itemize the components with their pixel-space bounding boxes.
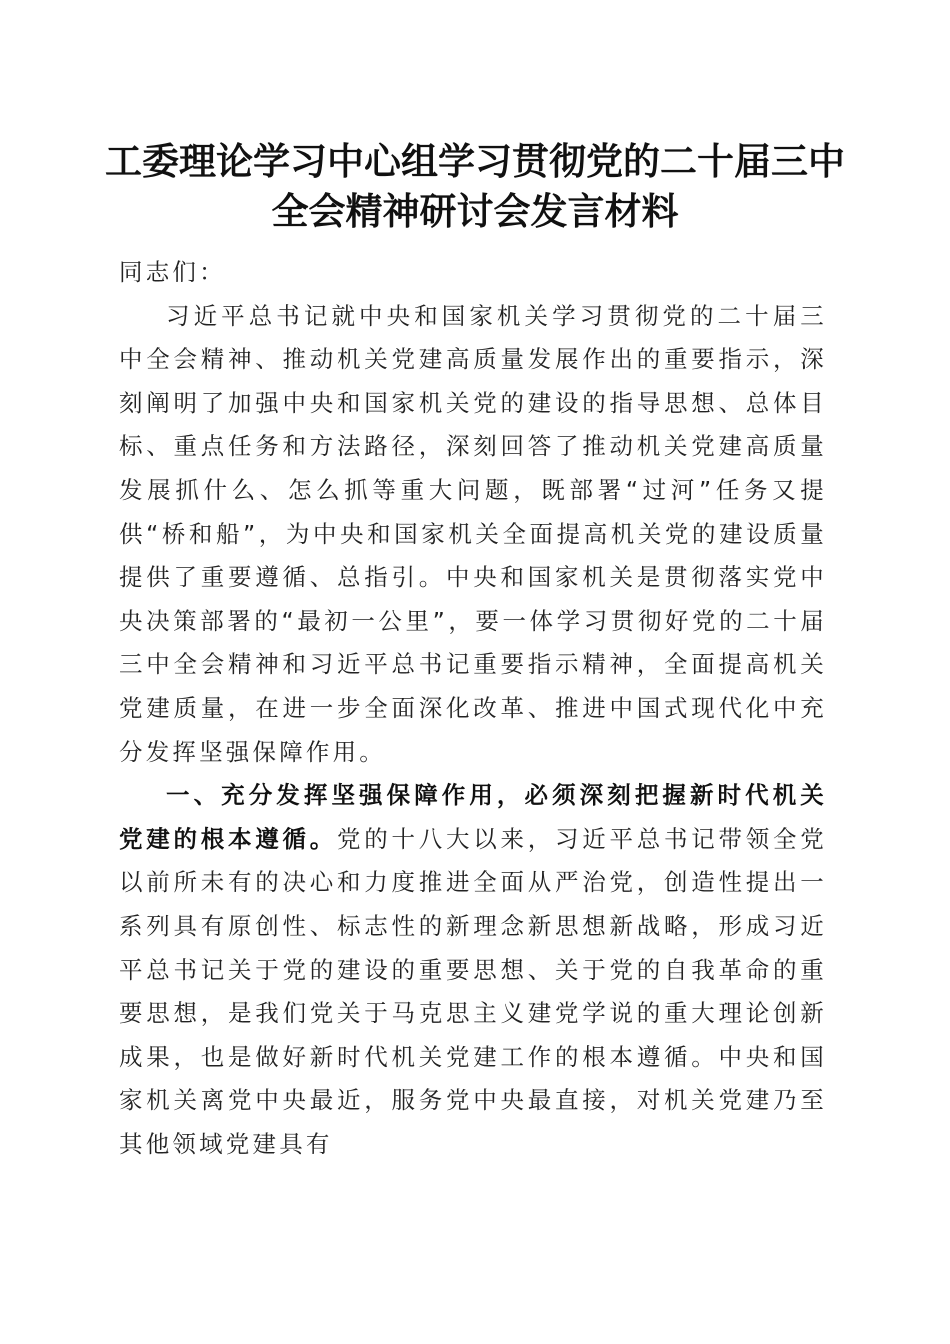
title-line-2: 全会精神研讨会发言材料: [271, 189, 679, 233]
document-body: [119, 251, 827, 1166]
section-1-heading: 一、充分发挥坚强保障作用，必须深刻把握新时代机关党建的根本遵循。: [119, 781, 827, 853]
title-line-1: 工委理论学习中心组学习贯彻党的二十届三中: [105, 139, 845, 183]
salutation: 同志们：: [119, 258, 226, 286]
section-1-paragraph: [119, 774, 827, 1166]
section-1-body: 党的十八大以来，习近平总书记带领全党以前所未有的决心和力度推进全面从严治党，创造性提出一系列具有原创性、标志性的新理念新思想新战略，形成习近平总书记关于党的建设的重要思想、关于党的自我革命的重要思想，是我们党关于马克思主义建党学说的重大理论创新成果，也是做好新时代机关党建工作的根本遵循。中央和国家机关离党中央最近，服务党中央最直接，对机关党建乃至其他领域党建具有: [119, 824, 827, 1158]
intro-paragraph: 习近平总书记就中央和国家机关学习贯彻党的二十届三中全会精神、推动机关党建高质量发展作出的重要指示，深刻阐明了加强中央和国家机关党的建设的指导思想、总体目标、重点任务和方法路径，深刻回答了推动机关党建高质量发展抓什么、怎么抓等重大问题，既部署“过河”任务又提供“桥和船”，为中央和国家机关全面提高机关党的建设质量提供了重要遵循、总指引。中央和国家机关是贯彻落实党中央决策部署的“最初一公里”，要一体学习贯彻好党的二十届三中全会精神和习近平总书记重要指示精神，全面提高机关党建质量，在进一步全面深化改革、推进中国式现代化中充分发挥坚强保障作用。: [119, 301, 827, 766]
document-title: [100, 136, 850, 236]
